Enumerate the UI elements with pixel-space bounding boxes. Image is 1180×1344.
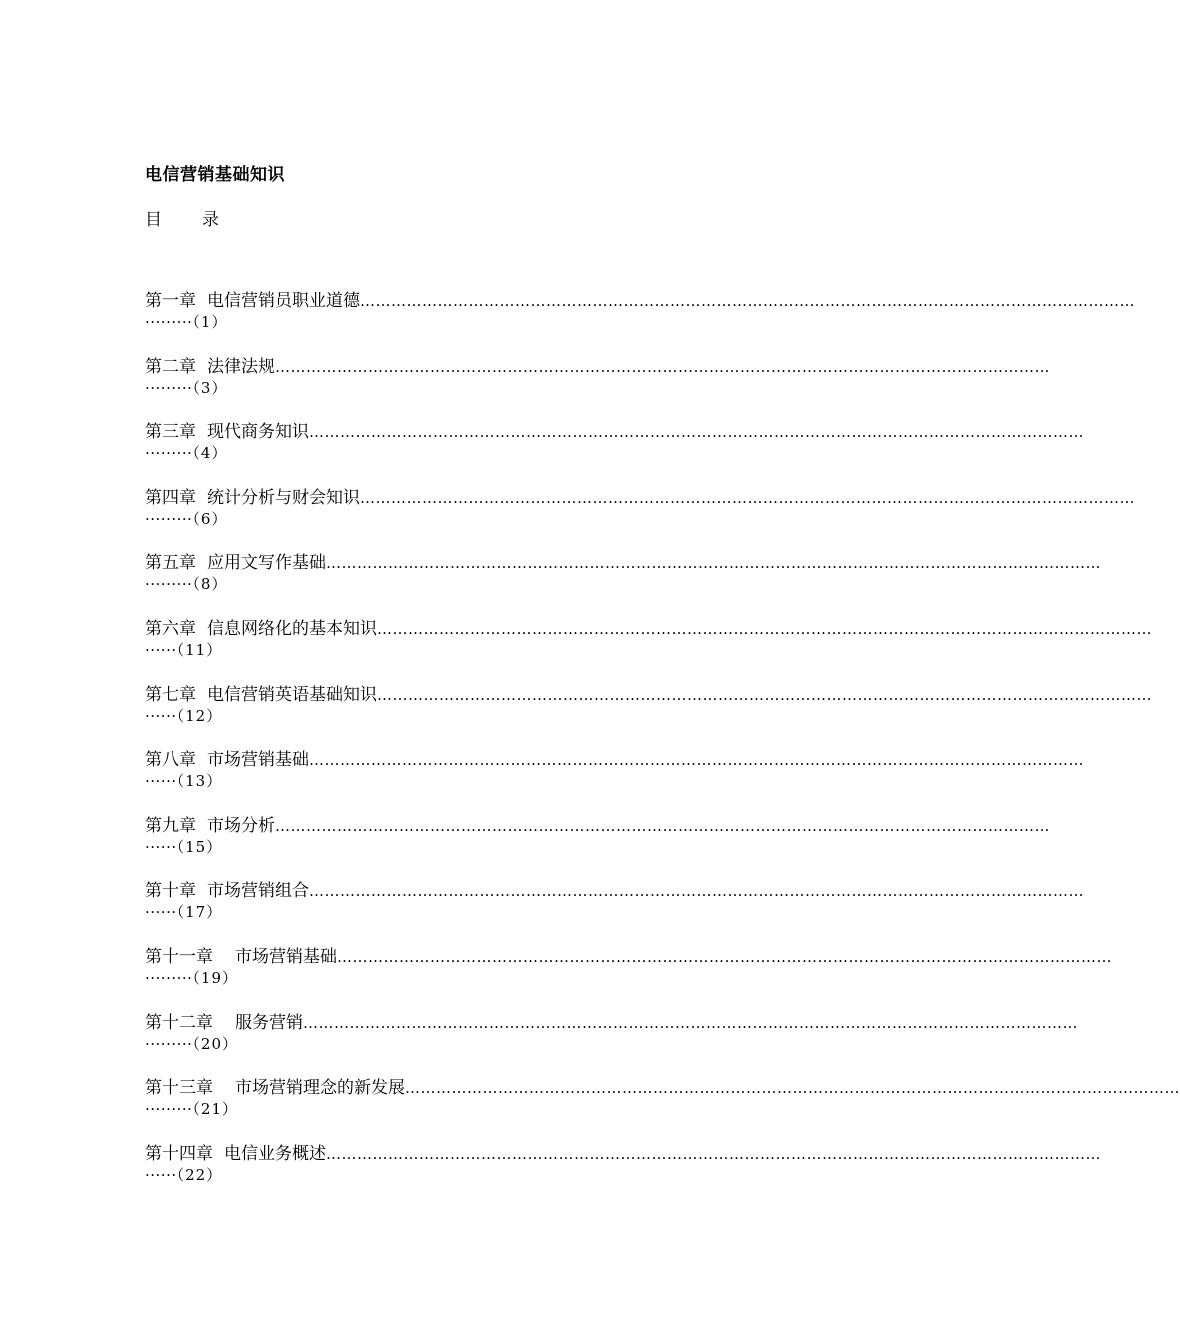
toc-leader: …………………………………………………………………………………………………………………………………… bbox=[303, 1013, 1078, 1032]
toc-chapter-number: 第十章 bbox=[145, 881, 196, 902]
toc-entry[interactable] bbox=[145, 1143, 1101, 1209]
toc-chapter-title: 法律法规 bbox=[207, 356, 275, 377]
toc-entry[interactable] bbox=[145, 421, 1084, 487]
toc-leader-cont: ······ bbox=[145, 903, 177, 922]
table-of-contents bbox=[145, 290, 1180, 1208]
toc-leader-cont: ······ bbox=[145, 706, 177, 725]
toc-chapter-title: 市场营销理念的新发展 bbox=[235, 1078, 405, 1099]
toc-leader: …………………………………………………………………………………………………………………………………… bbox=[309, 751, 1084, 770]
toc-chapter-number: 第一章 bbox=[145, 291, 196, 311]
toc-leader-cont: ······ bbox=[145, 837, 177, 856]
toc-leader: …………………………………………………………………………………………………………………………………… bbox=[309, 423, 1084, 442]
toc-heading-right: 录 bbox=[202, 210, 219, 230]
toc-leader: …………………………………………………………………………………………………………………………………… bbox=[275, 357, 1050, 376]
toc-leader-cont: ········· bbox=[145, 968, 193, 987]
toc-entry[interactable] bbox=[145, 1012, 1078, 1078]
toc-chapter-number: 第六章 bbox=[145, 618, 196, 639]
toc-page-number: （19） bbox=[192, 968, 239, 987]
toc-entry[interactable] bbox=[145, 749, 1084, 815]
toc-leader: …………………………………………………………………………………………………………………………………… bbox=[326, 1144, 1101, 1163]
toc-entry[interactable] bbox=[145, 552, 1101, 618]
toc-leader: …………………………………………………………………………………………………………………………………… bbox=[377, 685, 1152, 704]
document-title: 电信营销基础知识 bbox=[145, 165, 285, 185]
toc-leader: …………………………………………………………………………………………………………………………………… bbox=[360, 488, 1135, 507]
toc-chapter-title: 市场营销基础 bbox=[235, 946, 337, 967]
toc-leader: …………………………………………………………………………………………………………………………………… bbox=[326, 554, 1101, 573]
toc-page-number: （3） bbox=[192, 378, 228, 397]
toc-page-number: （12） bbox=[176, 706, 223, 725]
toc-page-number: （11） bbox=[176, 640, 223, 659]
toc-page-number: （20） bbox=[192, 1034, 239, 1053]
toc-chapter-number: 第四章 bbox=[145, 487, 196, 508]
toc-page-number: （17） bbox=[176, 903, 223, 922]
toc-chapter-number: 第十一章 bbox=[145, 946, 213, 967]
toc-leader: …………………………………………………………………………………………………………………………………… bbox=[337, 947, 1112, 966]
toc-chapter-number: 第八章 bbox=[145, 750, 196, 771]
toc-chapter-title: 现代商务知识 bbox=[207, 422, 309, 443]
toc-chapter-number: 第三章 bbox=[145, 422, 196, 443]
toc-leader-cont: ······ bbox=[145, 640, 177, 659]
toc-leader-cont: ········· bbox=[145, 444, 193, 463]
toc-entry[interactable] bbox=[145, 880, 1084, 946]
toc-chapter-number: 第十四章 bbox=[145, 1143, 213, 1164]
toc-entry[interactable] bbox=[145, 815, 1050, 881]
toc-page-number: （13） bbox=[176, 772, 223, 791]
toc-entry[interactable] bbox=[145, 946, 1112, 1012]
toc-page-number: （4） bbox=[192, 444, 228, 463]
toc-page-number: （15） bbox=[176, 837, 223, 856]
toc-chapter-title: 电信业务概述 bbox=[224, 1143, 326, 1164]
toc-entry[interactable] bbox=[145, 684, 1152, 750]
toc-entry[interactable] bbox=[145, 618, 1152, 684]
toc-leader-cont: ········· bbox=[145, 378, 193, 397]
toc-leader: …………………………………………………………………………………………………………………………………… bbox=[360, 292, 1135, 310]
toc-chapter-number: 第五章 bbox=[145, 553, 196, 574]
toc-leader: …………………………………………………………………………………………………………………………………… bbox=[405, 1079, 1180, 1098]
toc-leader-cont: ········· bbox=[145, 313, 193, 331]
toc-leader-cont: ······ bbox=[145, 1165, 177, 1184]
toc-page-number: （6） bbox=[192, 509, 228, 528]
toc-chapter-title: 应用文写作基础 bbox=[207, 553, 326, 574]
toc-leader-cont: ········· bbox=[145, 1034, 193, 1053]
toc-chapter-title: 信息网络化的基本知识 bbox=[207, 618, 377, 639]
toc-entry[interactable] bbox=[145, 290, 1135, 356]
toc-entry[interactable] bbox=[145, 356, 1050, 422]
toc-chapter-number: 第十三章 bbox=[145, 1078, 213, 1099]
toc-chapter-title: 统计分析与财会知识 bbox=[207, 487, 360, 508]
toc-leader-cont: ········· bbox=[145, 1100, 193, 1119]
toc-entry[interactable] bbox=[145, 1077, 1180, 1143]
toc-chapter-number: 第九章 bbox=[145, 815, 196, 836]
toc-leader: …………………………………………………………………………………………………………………………………… bbox=[275, 816, 1050, 835]
toc-chapter-title: 服务营销 bbox=[235, 1012, 303, 1033]
toc-chapter-number: 第二章 bbox=[145, 356, 196, 377]
toc-page-number: （1） bbox=[192, 313, 228, 331]
toc-chapter-title: 电信营销英语基础知识 bbox=[207, 684, 377, 705]
toc-chapter-number: 第七章 bbox=[145, 684, 196, 705]
toc-leader-cont: ······ bbox=[145, 772, 177, 791]
toc-leader: …………………………………………………………………………………………………………………………………… bbox=[309, 882, 1084, 901]
toc-heading-left: 目 bbox=[145, 210, 162, 230]
toc-entry[interactable] bbox=[145, 487, 1135, 553]
toc-heading bbox=[145, 205, 219, 230]
toc-chapter-title: 市场分析 bbox=[207, 815, 275, 836]
toc-chapter-number: 第十二章 bbox=[145, 1012, 213, 1033]
toc-chapter-title: 市场营销组合 bbox=[207, 881, 309, 902]
toc-page-number: （21） bbox=[192, 1100, 239, 1119]
toc-leader-cont: ········· bbox=[145, 509, 193, 528]
toc-chapter-title: 电信营销员职业道德 bbox=[207, 291, 360, 311]
toc-chapter-title: 市场营销基础 bbox=[207, 750, 309, 771]
toc-page-number: （22） bbox=[176, 1165, 223, 1184]
toc-leader: …………………………………………………………………………………………………………………………………… bbox=[377, 619, 1152, 638]
toc-leader-cont: ········· bbox=[145, 575, 193, 594]
toc-page-number: （8） bbox=[192, 575, 228, 594]
